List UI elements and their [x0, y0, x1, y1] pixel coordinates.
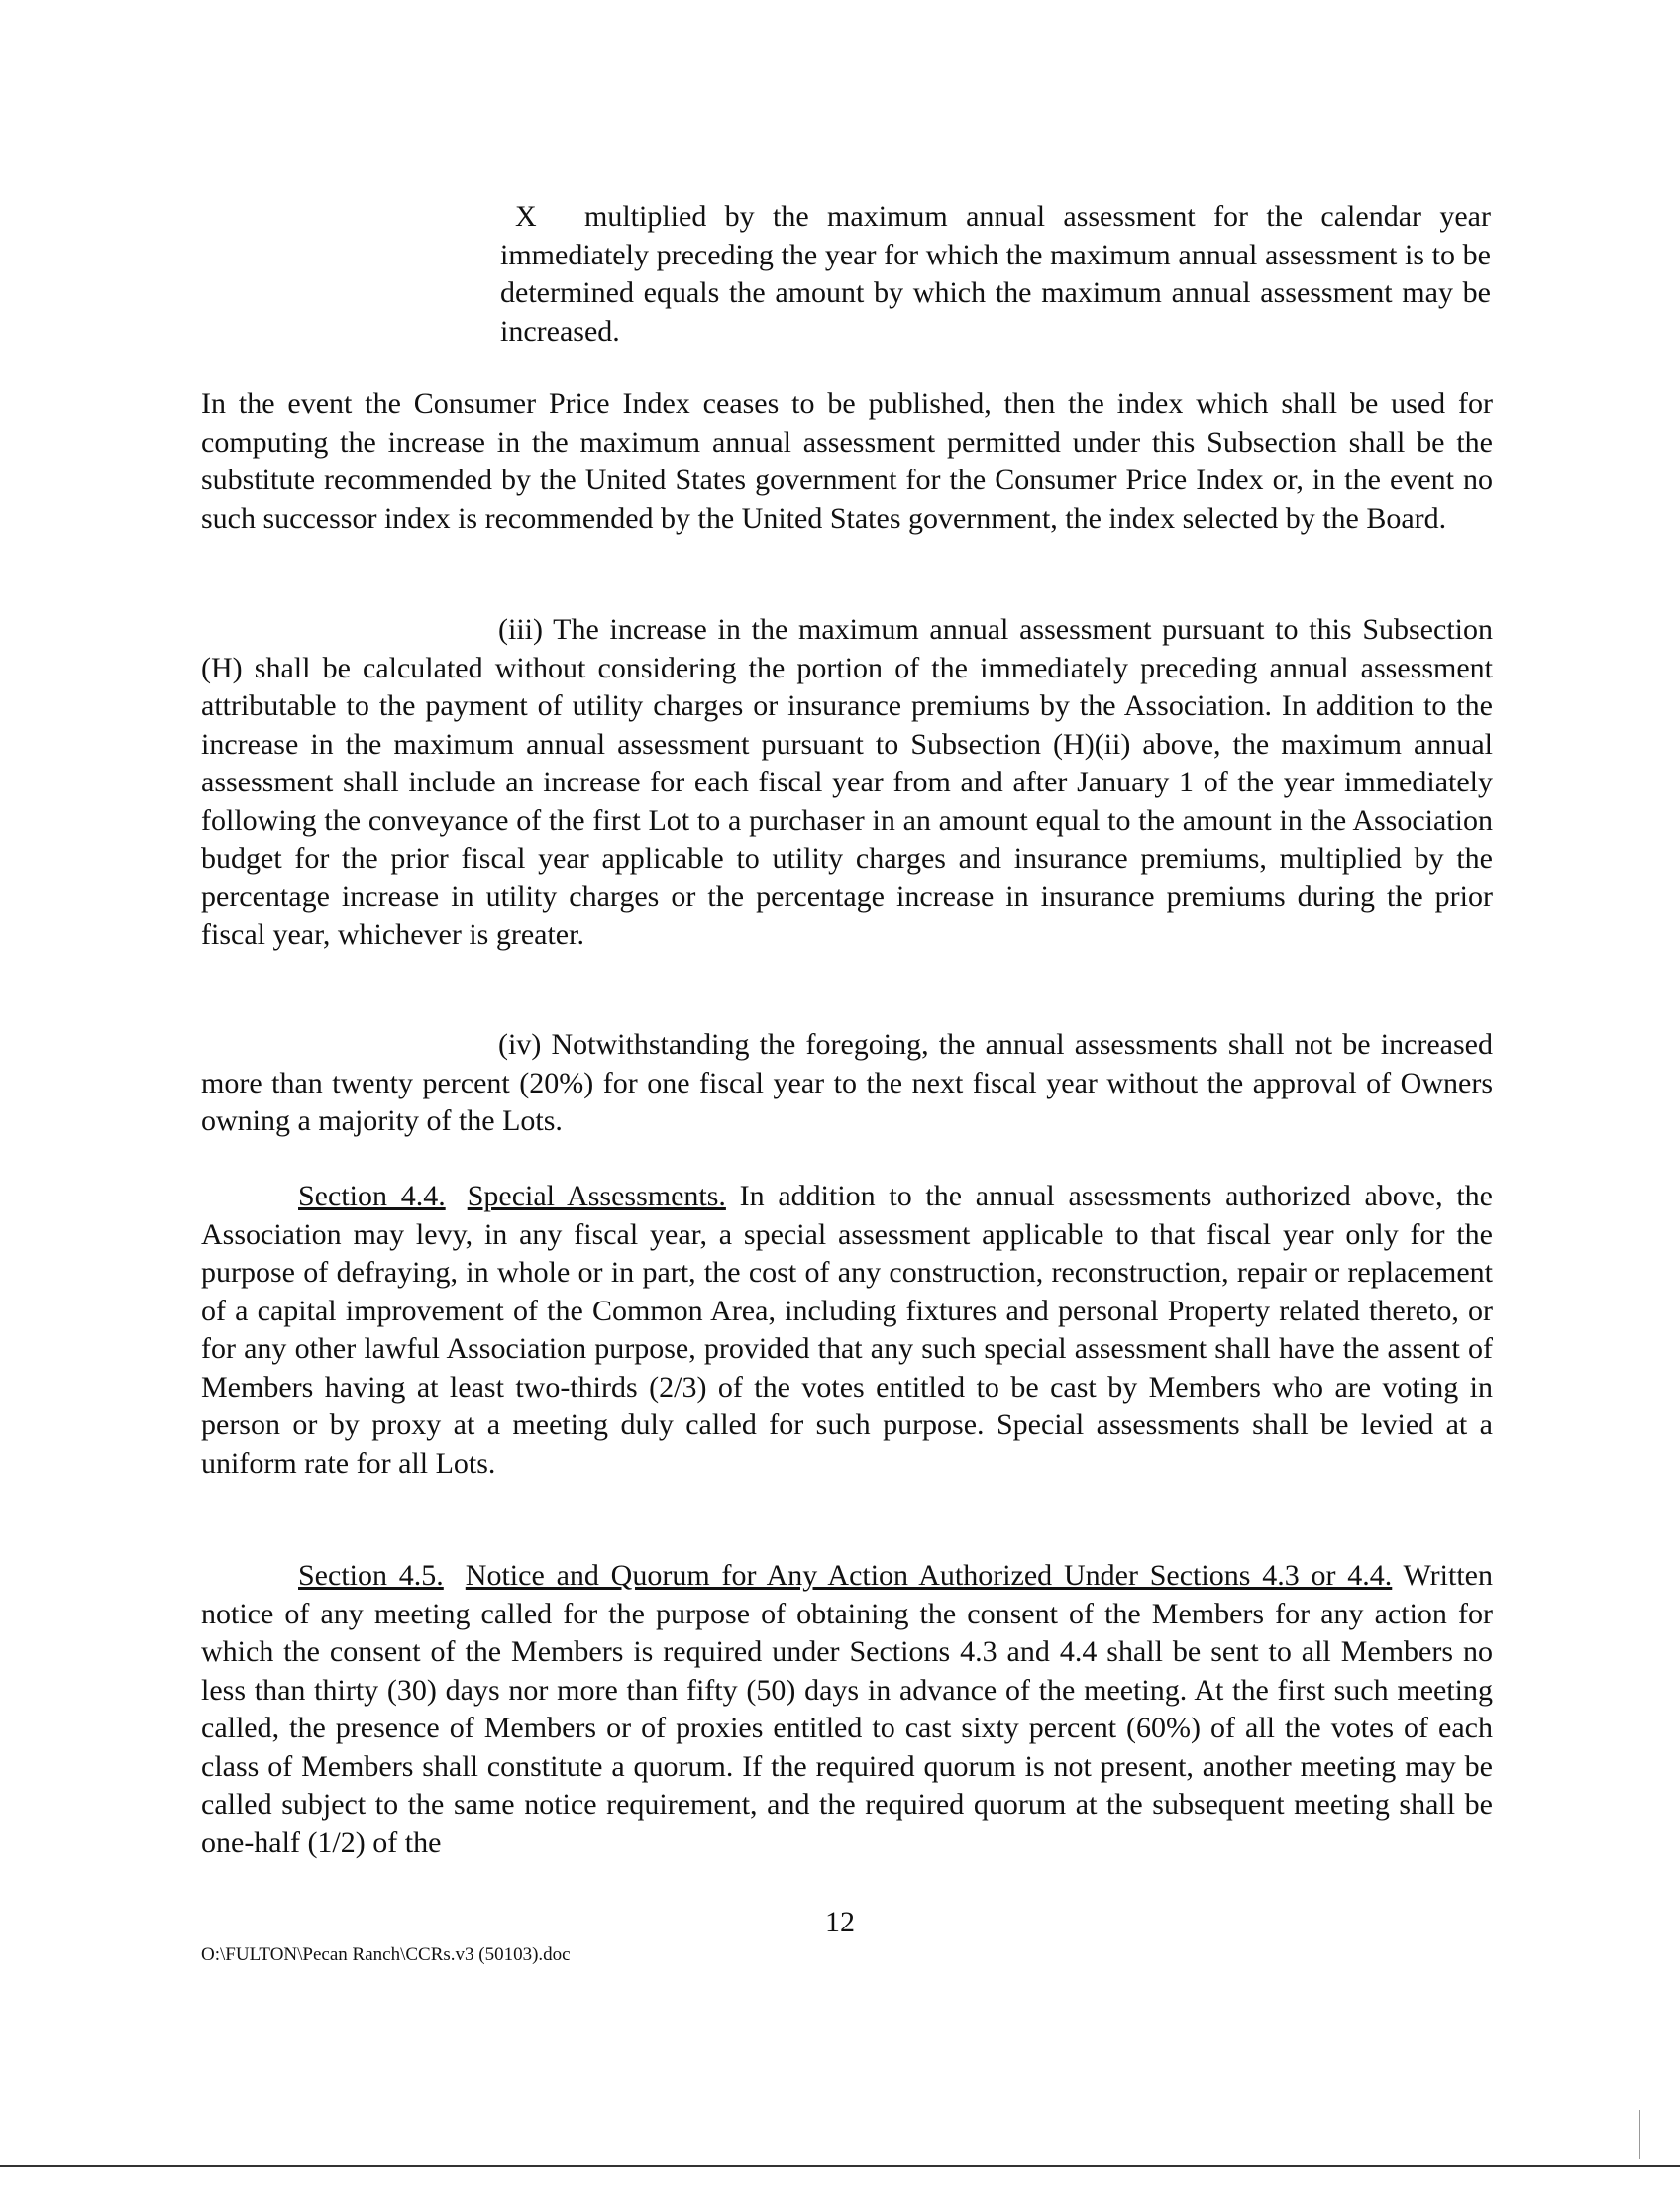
section-4-5-heading: Notice and Quorum for Any Action Authorized Under Sections 4.3 or 4.4.: [465, 1559, 1393, 1592]
x-marker: X: [515, 200, 537, 233]
section-4-5-number: Section 4.5.: [298, 1559, 444, 1592]
section-4-4-paragraph: [201, 1178, 1493, 1483]
bottom-rule: [0, 2165, 1680, 2167]
file-path-footer: O:\FULTON\Pecan Ranch\CCRs.v3 (50103).doc: [201, 1944, 571, 1965]
page-number: 12: [825, 1906, 855, 1938]
paragraph-cpi: In the event the Consumer Price Index ceases to be published, then the index which shall be used for computing the increase in the maximum annual assessment permitted under this Subsection shall be the substitute recommended by the United States government for the Consumer Price Index or, in the event no such successor index is recommended by the United States government, the index selected by the Board.: [201, 387, 1493, 535]
scan-artifact-line: [1639, 2110, 1640, 2159]
paragraph-iv: (iv) Notwithstanding the foregoing, the annual assessments shall not be increased more than twenty percent (20%) for one fiscal year to the next fiscal year without the approval of Owners owning a majority of the Lots.: [201, 1028, 1493, 1137]
section-4-5-paragraph: [201, 1557, 1493, 1862]
section-4-4-number: Section 4.4.: [298, 1180, 446, 1212]
section-4-4-heading: Special Assessments.: [467, 1180, 726, 1212]
x-clause-text: multiplied by the maximum annual assessment for the calendar year immediately preceding the year for which the maximum annual assessment is to be determined equals the amount by which the maximum annual assessment may be increased.: [500, 200, 1491, 348]
paragraph-x-clause: [500, 198, 1491, 351]
paragraph-iii: (iii) The increase in the maximum annual assessment pursuant to this Subsection (H) shall be calculated without considering the portion of the immediately preceding annual assessment attributable to the payment of utility charges or insurance premiums by the Association. In addition to the increase in the maximum annual assessment pursuant to Subsection (H)(ii) above, the maximum annual assessment shall include an increase for each fiscal year from and after January 1 of the year immediately following the conveyance of the first Lot to a purchaser in an amount equal to the amount in the Association budget for the prior fiscal year applicable to utility charges and insurance premiums, multiplied by the percentage increase in utility charges or the percentage increase in insurance premiums during the prior fiscal year, whichever is greater.: [201, 613, 1493, 951]
section-4-5-text: Written notice of any meeting called for the purpose of obtaining the consent of the Members for any action for which the consent of the Members is required under Sections 4.3 and 4.4 shall be sent to all Members no less than thirty (30) days nor more than fifty (50) days in advance of the meeting. At the first such meeting called, the presence of Members or of proxies entitled to cast sixty percent (60%) of all the votes of each class of Members shall constitute a quorum. If the required quorum is not present, another meeting may be called subject to the same notice requirement, and the required quorum at the subsequent meeting shall be one-half (1/2) of the: [201, 1559, 1493, 1859]
section-4-4-text: In addition to the annual assessments authorized above, the Association may levy, in any fiscal year, a special assessment applicable to that fiscal year only for the purpose of defraying, in whole or in part, the cost of any construction, reconstruction, repair or replacement of a capital improvement of the Common Area, including fixtures and personal Property related thereto, or for any other lawful Association purpose, provided that any such special assessment shall have the assent of Members having at least two-thirds (2/3) of the votes entitled to be cast by Members who are voting in person or by proxy at a meeting duly called for such purpose. Special assessments shall be levied at a uniform rate for all Lots.: [201, 1180, 1493, 1480]
